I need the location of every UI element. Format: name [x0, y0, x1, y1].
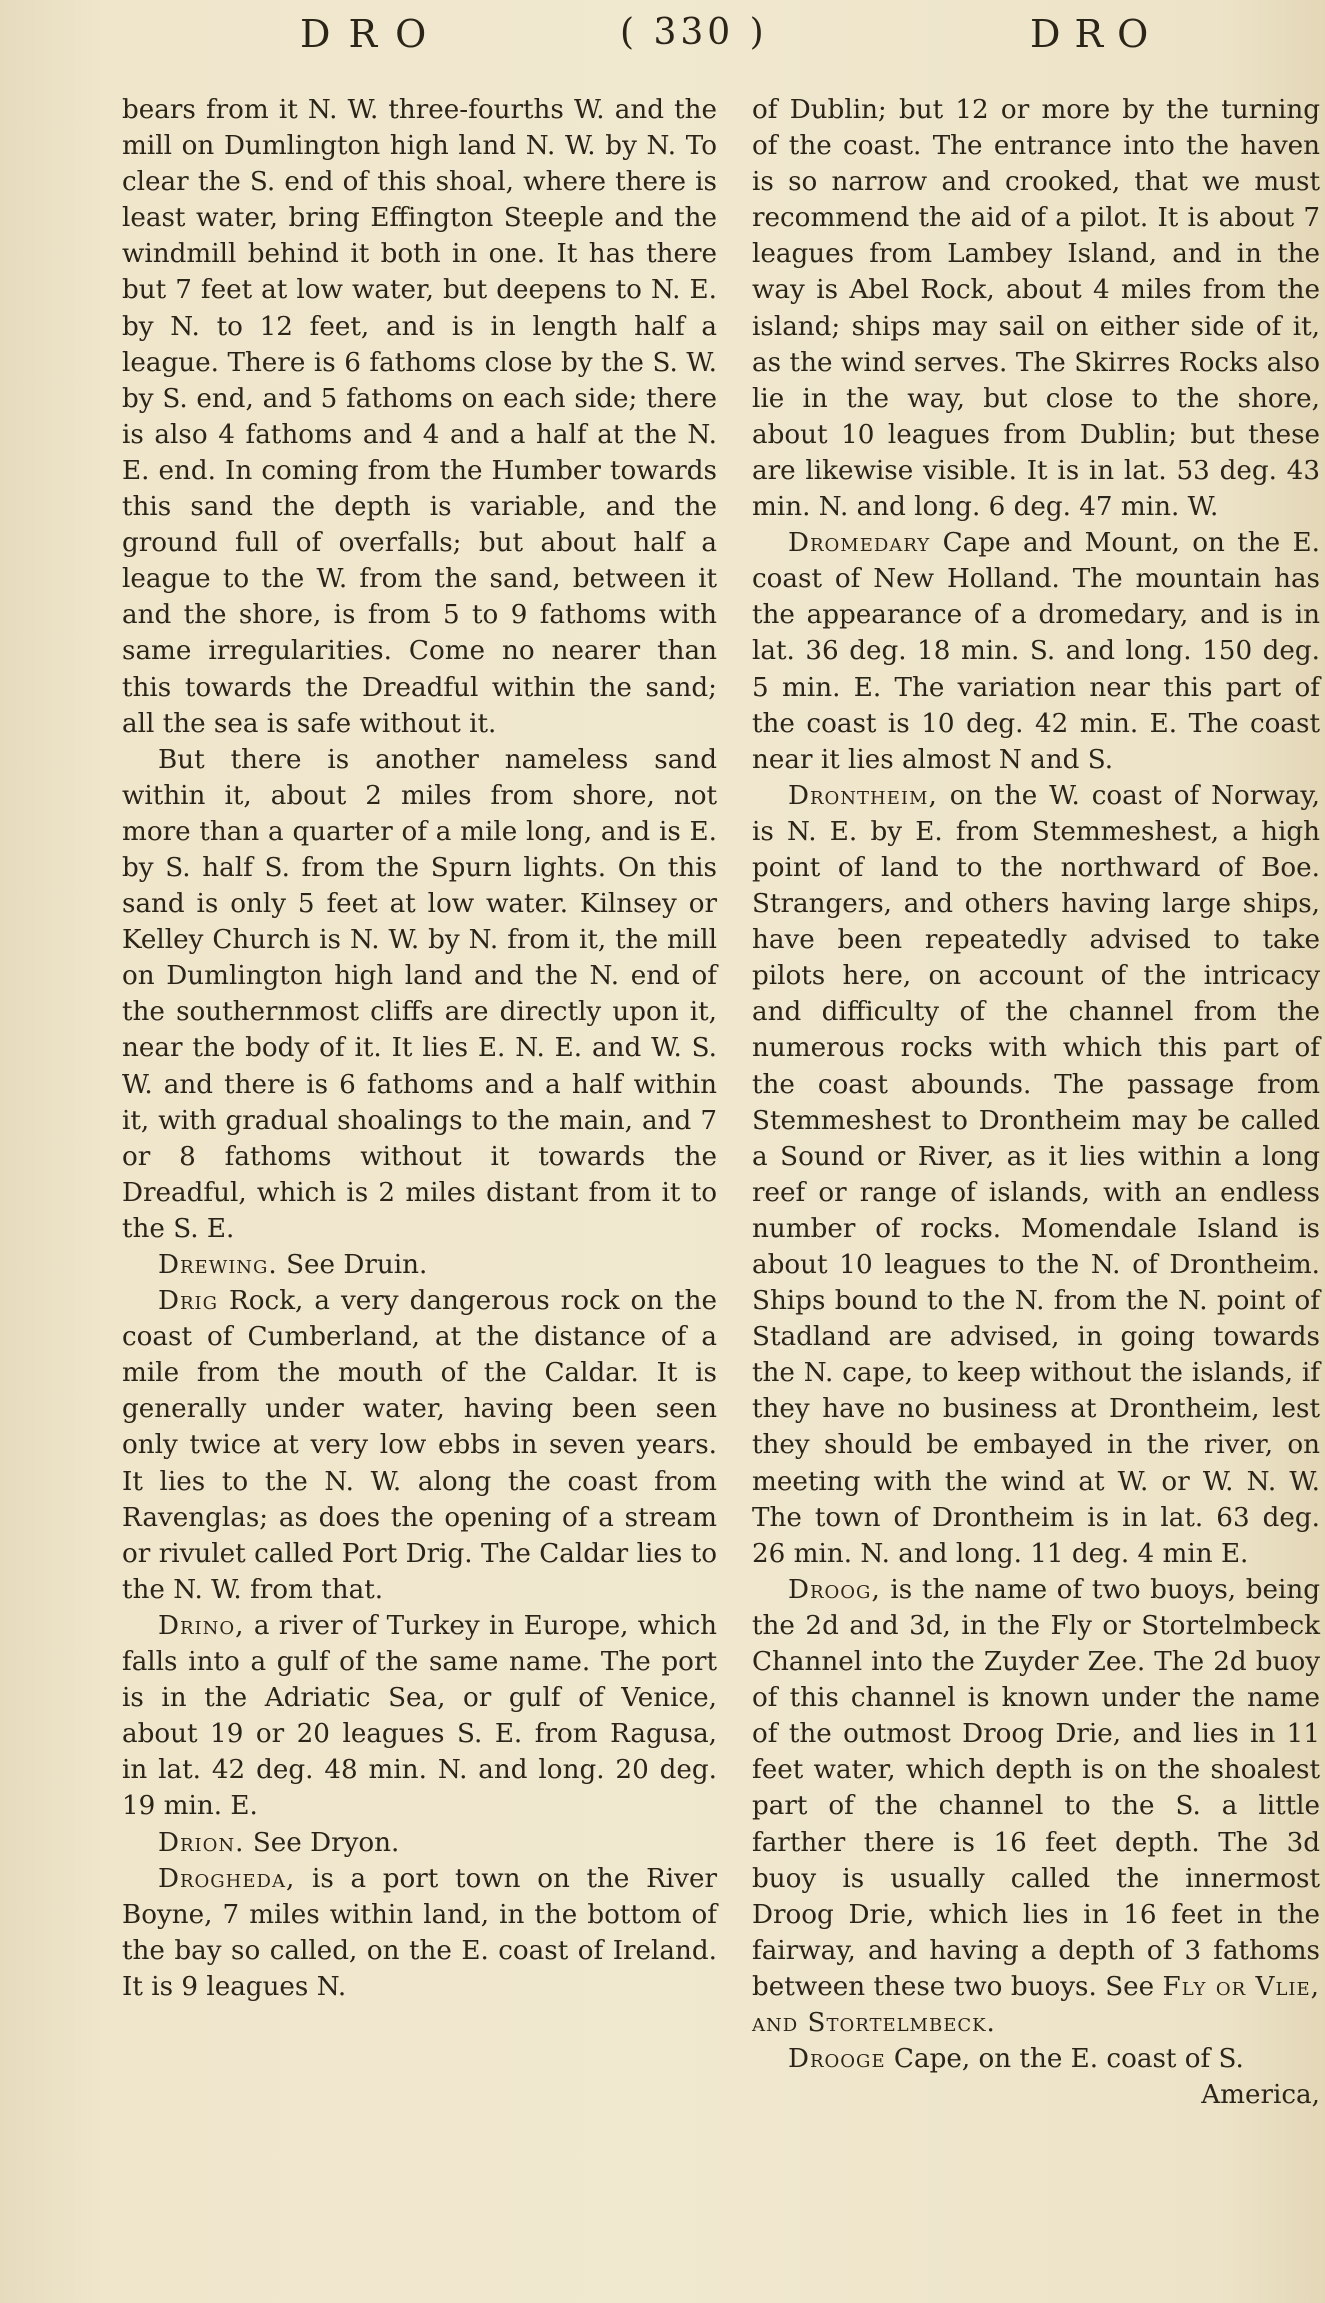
entry-drion	[122, 1825, 717, 1861]
entry-body: See Druin.	[277, 1250, 428, 1280]
entry-headword: Drogheda,	[158, 1863, 296, 1894]
paragraph-continuation: bears from it N. W. three-fourths W. and the mill on Dumlington high land N. W. by N. To clear the S. end of this shoal, where there is least water, bring Effington Steeple and the windmill behind it both in one. It has there but 7 feet at low water, but deepens to N. E. by N. to 12 feet, and is in length half a league. There is 6 fathoms close by the S. W. by S. end, and 5 fathoms on each side; there is also 4 fathoms and 4 and a half at the N. E. end. In coming from the Humber towards this sand the depth is variable, and the ground full of overfalls; but about half a league to the W. from the sand, between it and the shore, is from 5 to 9 fathoms with same irregularities. Come no nearer than this towards the Dreadful within the sand; all the sea is safe without it.	[122, 95, 717, 739]
entry-drogheda	[122, 1861, 717, 2005]
entry-dromedary	[752, 525, 1320, 778]
paragraph-continuation: of Dublin; but 12 or more by the turning of the coast. The entrance into the haven is so narrow and crooked, that we must recommend the aid of a pilot. It is about 7 leagues from Lambey Island, and in the way is Abel Rock, about 4 miles from the island; ships may sail on either side of it, as the wind serves. The Skirres Rocks also lie in the way, but close to the shore, about 10 leagues from Dublin; but these are likewise visible. It is in lat. 53 deg. 43 min. N. and long. 6 deg. 47 min. W.	[752, 95, 1320, 523]
paragraph-nameless-sand: But there is another nameless sand within it, about 2 miles from shore, not more than a quarter of a mile long, and is E. by S. half S. from the Spurn lights. On this sand is only 5 feet at low water. Kilnsey or Kelley Church is N. W. by N. from it, the mill on Dumlington high land and the N. end of the southernmost cliffs are directly upon it, near the body of it. It lies E. N. E. and W. S. W. and there is 6 fathoms and a half within it, with gradual shoalings to the main, and 7 or 8 fathoms without it towards the Dreadful, which is 2 miles distant from it to the S. E.	[122, 744, 717, 1244]
entry-headword: Drontheim,	[788, 780, 938, 811]
entry-drig	[122, 1283, 717, 1608]
running-header	[0, 12, 1325, 82]
entry-droog	[752, 1572, 1320, 2041]
entry-body: See Dryon.	[244, 1827, 400, 1858]
cross-reference: Fly or Vlie, and Stortelmbeck.	[752, 1971, 1320, 2038]
entry-body: Cape and Mount, on the E. coast of New Holland. The mountain has the appearance of a dromedary, and is in lat. 36 deg. 18 min. S. and long. 150 deg. 5 min. E. The variation near this part of the coast is 10 deg. 42 min. E. The coast near it lies almost N and S.	[752, 528, 1320, 775]
entry-drontheim	[752, 778, 1320, 1572]
entry-drewing	[122, 1247, 717, 1283]
entry-headword: Drig	[158, 1286, 219, 1317]
header-right-guideword: DRO	[1030, 12, 1163, 56]
right-column	[752, 92, 1320, 2292]
entry-headword: Drion.	[158, 1827, 245, 1858]
entry-headword: Drino,	[158, 1610, 245, 1641]
catchword: America,	[1201, 2080, 1320, 2111]
entry-body: is a port town on the River Boyne, 7 miles within land, in the bottom of the bay so called, on the E. coast of Ireland. It is 9 leagues N.	[122, 1863, 717, 2002]
left-column	[122, 92, 717, 2292]
entry-body: a river of Turkey in Europe, which falls into a gulf of the same name. The port is in the Adriatic Sea, or gulf of Venice, about 19 or 20 leagues S. E. from Ragusa, in lat. 42 deg. 48 min. N. and long. 20 deg. 19 min. E.	[122, 1610, 717, 1822]
page-number: ( 330 )	[620, 12, 768, 53]
entry-body: on the W. coast of Norway, is N. E. by E. from Stemmeshest, a high point of land to the northward of Boe. Strangers, and others having large ships, have been repeatedly advised to take pilots here, on account of the intricacy and difficulty of the channel from the numerous rocks with which this part of the coast abounds. The passage from Stemmeshest to Drontheim may be called a Sound or River, as it lies within a long reef or range of islands, with an endless number of rocks. Momendale Island is about 10 leagues to the N. of Drontheim. Ships bound to the N. from the N. point of Stadland are advised, in going towards the N. cape, to keep without the islands, if they have no business at Drontheim, lest they should be embayed in the river, on meeting with the wind at W. or W. N. W. The town of Drontheim is in lat. 63 deg. 26 min. N. and long. 11 deg. 4 min E.	[752, 780, 1320, 1569]
entry-headword: Droog,	[788, 1574, 881, 1605]
entry-body: Cape, on the E. coast of S.	[885, 2044, 1244, 2075]
entry-body: is the name of two buoys, being the 2d and 3d, in the Fly or Stortelmbeck Channel into the Zuyder Zee. The 2d buoy of this channel is known under the name of the outmost Droog Drie, and lies in 11 feet water, which depth is on the shoalest part of the channel to the S. a little farther there is 16 feet depth. The 3d buoy is usually called the innermost Droog Drie, which lies in 16 feet in the fairway, and having a depth of 3 fathoms between these two buoys. See	[752, 1574, 1320, 2002]
entry-headword: Dromedary	[788, 528, 931, 559]
entry-drino	[122, 1608, 717, 1825]
entry-body: Rock, a very dangerous rock on the coast of Cumberland, at the distance of a mile from the mouth of the Caldar. It is generally under water, having been seen only twice at very low ebbs in seven years. It lies to the N. W. along the coast from Ravenglas; as does the opening of a stream or rivulet called Port Drig. The Caldar lies to the N. W. from that.	[122, 1286, 717, 1605]
entry-headword: Drooge	[788, 2044, 886, 2075]
header-left-guideword: DRO	[300, 12, 445, 56]
entry-drooge	[752, 2041, 1320, 2077]
entry-headword: Drewing.	[158, 1250, 278, 1280]
